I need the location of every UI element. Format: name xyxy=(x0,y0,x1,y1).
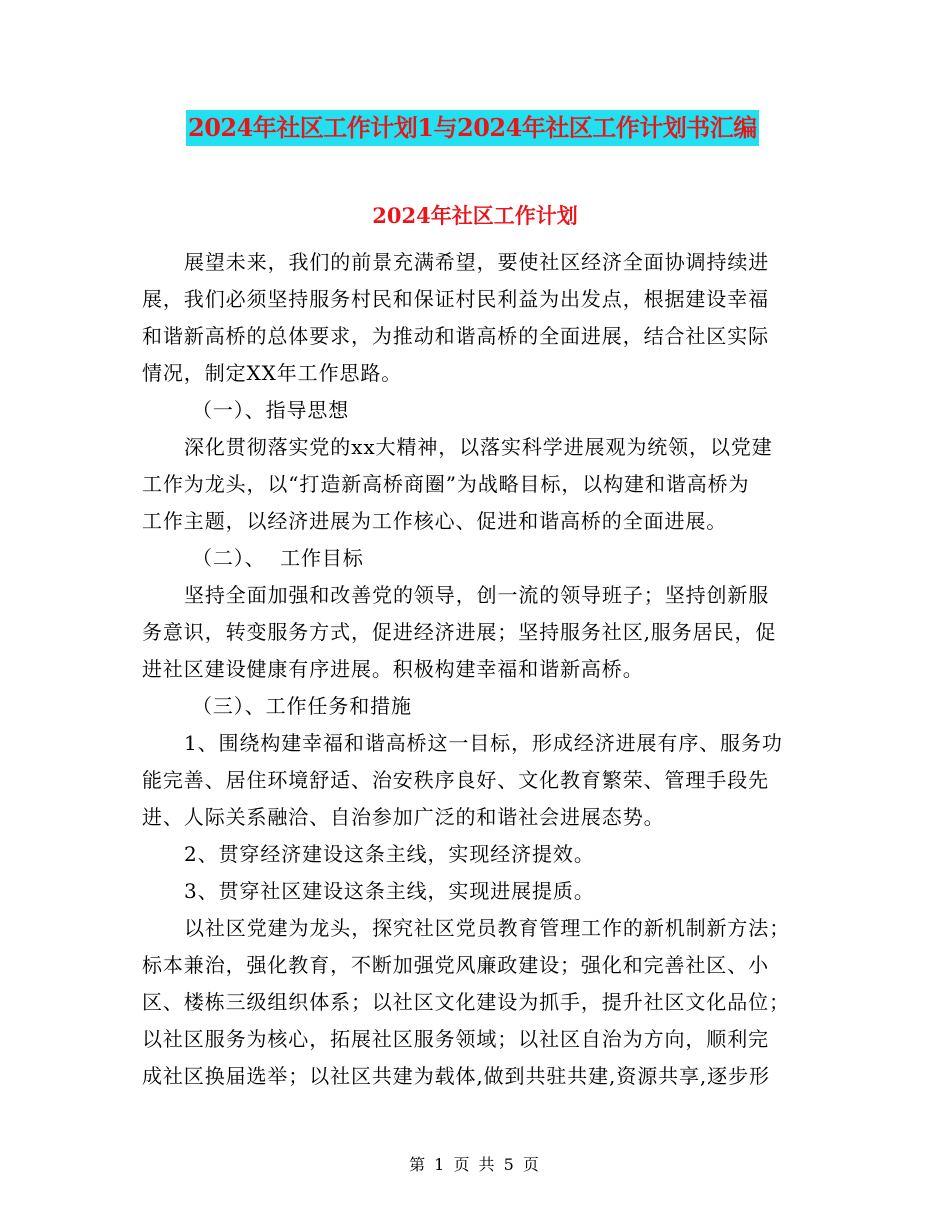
paragraph-line: 进社区建设健康有序进展。积极构建幸福和谐新高桥。 xyxy=(142,657,644,681)
paragraph-line: 情况，制定XX年工作思路。 xyxy=(142,361,403,385)
paragraph-line: 能完善、居住环境舒适、治安秩序良好、文化教育繁荣、管理手段先 xyxy=(142,768,769,792)
paragraph-line: 3、贯穿社区建设这条主线，实现进展提质。 xyxy=(184,879,595,903)
paragraph-line: 和谐新高桥的总体要求，为推动和谐高桥的全面进展，结合社区实际 xyxy=(142,324,769,348)
paragraph-line: 坚持全面加强和改善党的领导，创一流的领导班子；坚持创新服 xyxy=(184,583,770,607)
paragraph-line: 标本兼治，强化教育，不断加强党风廉政建设；强化和完善社区、小 xyxy=(142,953,769,977)
section-heading: （三）、工作任务和措施 xyxy=(192,694,412,718)
section-title: 2024年社区工作计划 xyxy=(372,203,578,228)
paragraph-line: 展望未来，我们的前景充满希望，要使社区经济全面协调持续进 xyxy=(184,250,770,274)
paragraph-line: 以社区党建为龙头，探究社区党员教育管理工作的新机制新方法； xyxy=(184,916,791,940)
paragraph-line: 务意识，转变服务方式，促进经济进展；坚持服务社区,服务居民，促 xyxy=(142,620,777,644)
paragraph-line: 展，我们必须坚持服务村民和保证村民利益为出发点，根据建设幸福 xyxy=(142,287,769,311)
paragraph-line: 深化贯彻落实党的xx大精神，以落实科学进展观为统领，以党建 xyxy=(184,435,773,459)
paragraph-line: 工作主题，以经济进展为工作核心、促进和谐高桥的全面进展。 xyxy=(142,509,728,533)
section-heading: （一）、指导思想 xyxy=(192,398,350,422)
paragraph-line: 区、楼栋三级组织体系；以社区文化建设为抓手，提升社区文化品位； xyxy=(142,990,790,1014)
document-title: 2024年社区工作计划1与2024年社区工作计划书汇编 xyxy=(186,110,759,146)
paragraph-line: 工作为龙头，以“打造新高桥商圈”为战略目标，以构建和谐高桥为 xyxy=(142,472,750,496)
paragraph-line: 以社区服务为核心，拓展社区服务领域；以社区自治为方向，顺利完 xyxy=(142,1027,769,1051)
section-heading: （二）、 工作目标 xyxy=(192,546,364,570)
paragraph-line: 成社区换届选举；以社区共建为载体,做到共驻共建,资源共享,逐步形 xyxy=(142,1064,770,1088)
paragraph-line: 2、贯穿经济建设这条主线，实现经济提效。 xyxy=(184,842,595,866)
document-body xyxy=(142,244,804,1095)
page-number-footer: 第 1 页 共 5 页 xyxy=(409,1155,541,1174)
paragraph-line: 1、围绕构建幸福和谐高桥这一目标，形成经济进展有序、服务功 xyxy=(184,731,783,755)
paragraph-line: 进、人际关系融洽、自治参加广泛的和谐社会进展态势。 xyxy=(142,805,665,829)
